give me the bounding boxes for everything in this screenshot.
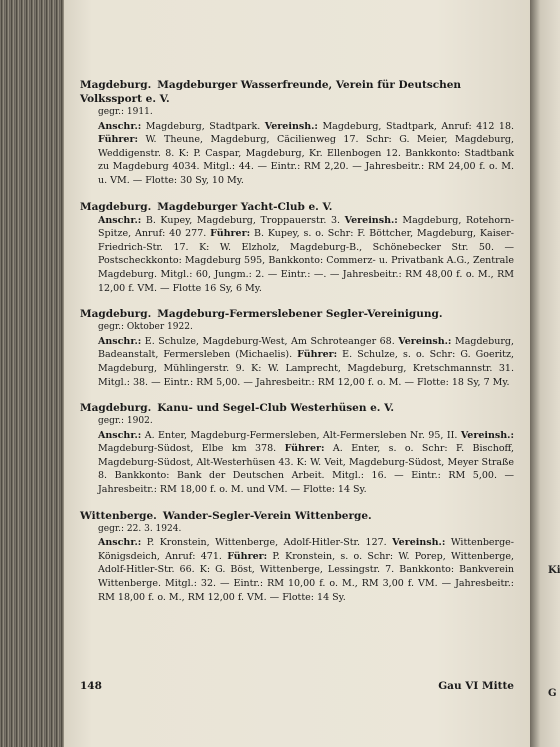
address-label: Anschr.: bbox=[98, 120, 142, 132]
club-heading bbox=[80, 307, 514, 321]
facing-page-fragment: Ki bbox=[548, 565, 560, 576]
club-founded: gegr.: 1911. bbox=[98, 107, 153, 117]
club-entry bbox=[80, 78, 514, 188]
club-place: Magdeburg. bbox=[80, 79, 152, 91]
section-title: Gau VI Mitte bbox=[438, 680, 514, 692]
address-label: Anschr.: bbox=[98, 537, 142, 549]
club-heading bbox=[80, 509, 514, 523]
club-details bbox=[80, 120, 514, 188]
club-details bbox=[80, 429, 514, 497]
leader-label: Führer: bbox=[297, 349, 338, 361]
club-name: Kanu- und Segel-Club Westerhüsen e. V. bbox=[157, 402, 395, 415]
address-label: Anschr.: bbox=[98, 429, 142, 441]
club-name: Magdeburger Wasserfreunde, Verein für Deutschen Volkssport e. V. bbox=[80, 79, 462, 105]
leader-text: P. Kronstein, s. o. Schr: W. Porep, Wittenberge, Adolf-Hitler-Str. 66. K: G. Böst, Wittenberge, Lessingstr. 7. Bankkonto: Bankverein Wittenberge. Mitgl.: 32. — Eintr.: RM 10,00 f. o. M., RM 3,00 f. VM. — Jahresbeitr.: RM 18,00 f. o. M., RM 12,00 f. VM. — Flotte: 14 Sy. bbox=[98, 550, 514, 603]
clubhouse-label: Vereinsh.: bbox=[392, 537, 446, 549]
leader-text: B. Kupey, s. o. Schr: F. Böttcher, Magdeburg, Kaiser-Friedrich-Str. 17. K: W. Elzholz, Magdeburg-B., Schönebecker Str. 50. — Postscheckkonto: Magdeburg 595, Bankkonto: Commerz- u. Privatbank A.G., Zentrale Magdeburg. Mitgl.: 60, Jungm.: 2. — Eintr.: —. — Jahresbeitr.: RM 48,00 f. o. M., RM 12,00 f. VM. — Flotte 16 Sy, 6 My. bbox=[98, 228, 514, 294]
leader-label: Führer: bbox=[210, 228, 251, 240]
club-entry bbox=[80, 307, 514, 389]
club-details bbox=[80, 335, 514, 389]
club-place: Magdeburg. bbox=[80, 308, 152, 321]
club-founded: gegr.: 1902. bbox=[98, 416, 153, 427]
club-name: Magdeburg-Fermerslebener Segler-Vereinigung. bbox=[157, 308, 443, 321]
leader-label: Führer: bbox=[227, 550, 268, 562]
address-text: B. Kupey, Magdeburg, Troppauerstr. 3. bbox=[141, 214, 345, 226]
page-number: 148 bbox=[80, 680, 102, 692]
address-label: Anschr.: bbox=[98, 214, 142, 226]
leader-text: E. Schulze, s. o. Schr: G. Goeritz, Magdeburg, Mühlingerstr. 9. K: W. Lamprecht, Magdeburg, Kretschmannstr. 31. Mitgl.: 38. — Eintr.: RM 5,00. — Jahresbeitr.: RM 12,00 f. o. M. — Flotte: 18 Sy, 7 My. bbox=[98, 349, 514, 388]
club-heading bbox=[80, 401, 514, 415]
clubhouse-label: Vereinsh.: bbox=[264, 120, 318, 132]
facing-page-fragment: G bbox=[548, 688, 557, 699]
club-place: Magdeburg. bbox=[80, 200, 152, 213]
leader-text: A. Enter, s. o. Schr: F. Bischoff, Magdeburg-Südost, Alt-Westerhüsen 43. K: W. Veit, Magdeburg-Südost, Meyer Straße 8. Bankkonto: Bank der Deutschen Arbeit. Mitgl.: 16. — Eintr.: RM 5,00. — Jahresbeitr.: RM 18,00 f. o. M. und VM. — Flotte: 14 Sy. bbox=[98, 443, 514, 496]
address-label: Anschr.: bbox=[98, 335, 142, 347]
club-heading bbox=[80, 200, 514, 214]
club-details bbox=[80, 214, 514, 296]
club-directory bbox=[80, 78, 514, 616]
clubhouse-label: Vereinsh.: bbox=[460, 429, 514, 441]
club-details bbox=[80, 536, 514, 604]
club-name: Magdeburger Yacht-Club e. V. bbox=[157, 200, 333, 213]
leader-label: Führer: bbox=[98, 134, 138, 146]
leader-text: W. Theune, Magdeburg, Cäcilienweg 17. Schr: G. Meier, Magdeburg, Weddigenstr. 8. K: P. Caspar, Magdeburg, Kr. Ellenbogen 12. Bankkonto: Stadtbank zu Magdeburg 4034. Mitgl.: 44. — Eintr.: RM 2,20. — Jahresbeitr.: RM 24,00 f. o. M. u. VM. — Flotte: 30 Sy, 10 My. bbox=[98, 134, 514, 186]
clubhouse-label: Vereinsh.: bbox=[344, 214, 398, 226]
club-founded: gegr.: Oktober 1922. bbox=[98, 322, 193, 333]
clubhouse-text: Magdeburg, Badeanstalt, Fermersleben (Michaelis). bbox=[98, 335, 514, 361]
club-place: Magdeburg. bbox=[80, 402, 152, 415]
club-entry bbox=[80, 509, 514, 605]
clubhouse-text: Magdeburg, Rotehorn-Spitze, Anruf: 40 277. bbox=[98, 214, 515, 240]
club-name: Wander-Segler-Verein Wittenberge. bbox=[162, 509, 372, 522]
address-text: A. Enter, Magdeburg-Fermersleben, Alt-Fermersleben Nr. 95, II. bbox=[141, 429, 461, 441]
book-page-edges bbox=[0, 0, 64, 747]
club-founded: gegr.: 22. 3. 1924. bbox=[98, 523, 182, 534]
address-text: P. Kronstein, Wittenberge, Adolf-Hitler-Str. 127. bbox=[141, 537, 393, 549]
clubhouse-text: Magdeburg, Stadtpark, Anruf: 412 18. bbox=[317, 120, 515, 132]
address-text: Magdeburg, Stadtpark. bbox=[141, 120, 265, 132]
address-text: E. Schulze, Magdeburg-West, Am Schroteanger 68. bbox=[141, 335, 399, 347]
club-heading bbox=[80, 78, 514, 106]
facing-page-edge bbox=[530, 0, 560, 747]
club-entry bbox=[80, 200, 514, 296]
club-entry bbox=[80, 401, 514, 497]
clubhouse-label: Vereinsh.: bbox=[398, 335, 452, 347]
clubhouse-text: Wittenberge-Königsdeich, Anruf: 471. bbox=[98, 537, 514, 562]
club-place: Wittenberge. bbox=[80, 509, 157, 522]
leader-label: Führer: bbox=[284, 443, 325, 455]
clubhouse-text: Magdeburg-Südost, Elbe km 378. bbox=[98, 443, 285, 455]
